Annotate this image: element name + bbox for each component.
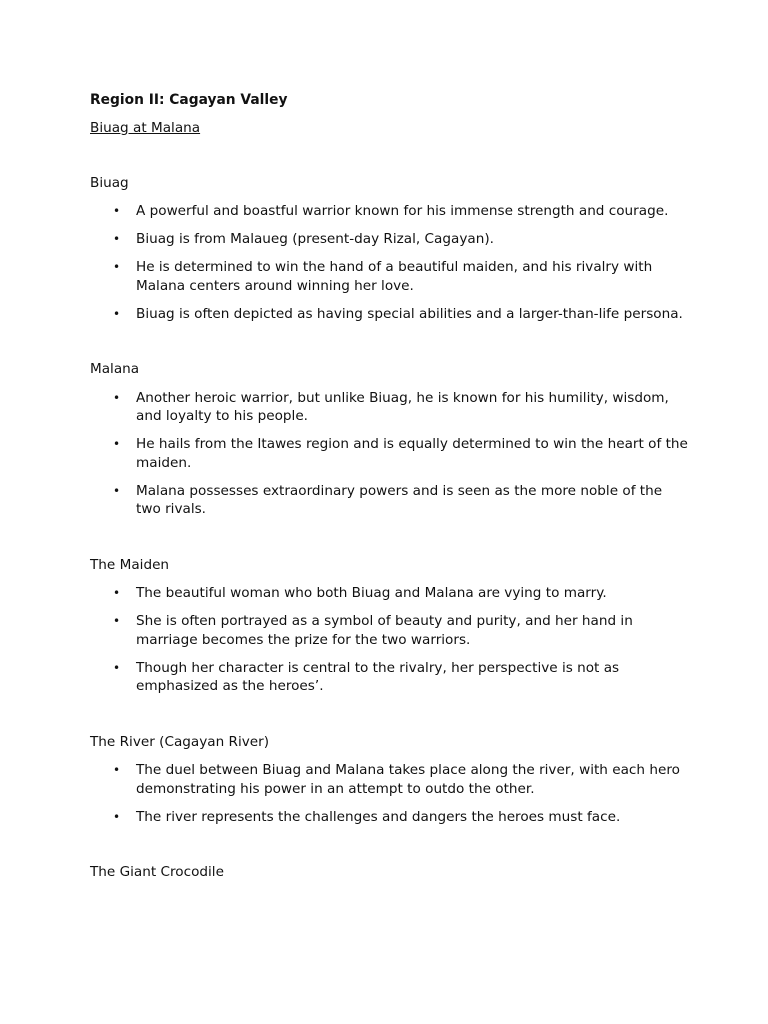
list-item (90, 389, 690, 426)
bullet-icon: • (113, 437, 121, 451)
list-item (90, 659, 690, 696)
section-heading: The River (Cagayan River) (90, 733, 270, 750)
list-item-text: Biuag is from Malaueg (present-day Rizal, Cagayan). (136, 231, 494, 247)
section-biuag (90, 174, 690, 324)
section-heading: Malana (90, 361, 140, 377)
list-item (90, 230, 690, 249)
section-heading: The Giant Crocodile (90, 864, 224, 880)
list-item (90, 584, 690, 603)
section-malana (90, 360, 690, 519)
document-title: Region II: Cagayan Valley (90, 92, 288, 108)
list-item-text: She is often portrayed as a symbol of beauty and purity, and her hand in marriage becomes the prize for the two warriors. (136, 613, 633, 648)
list-item (90, 612, 690, 649)
bullet-list (90, 584, 690, 696)
list-item (90, 482, 690, 519)
bullet-icon: • (113, 614, 121, 628)
bullet-icon: • (113, 232, 121, 246)
section-the-maiden (90, 556, 690, 696)
list-item-text: He hails from the Itawes region and is equally determined to win the heart of the maiden. (136, 436, 688, 471)
bullet-icon: • (113, 306, 121, 321)
bullet-icon: • (113, 809, 121, 824)
list-item-text: Biuag is often depicted as having special abilities and a larger-than-life persona. (136, 305, 683, 322)
bullet-list (90, 761, 690, 826)
list-item (90, 202, 690, 221)
bullet-icon: • (113, 260, 121, 274)
list-item (90, 435, 690, 472)
bullet-icon: • (113, 660, 121, 675)
bullet-icon: • (113, 483, 121, 498)
list-item-text: The duel between Biuag and Malana takes place along the river, with each hero demonstrating his power in an attempt to outdo the other. (136, 762, 680, 797)
bullet-icon: • (113, 763, 121, 777)
section-the-river (90, 733, 690, 827)
list-item (90, 808, 690, 827)
list-item-text: Another heroic warrior, but unlike Biuag, he is known for his humility, wisdom, and loyalty to his people. (136, 389, 669, 424)
list-item (90, 761, 690, 798)
bullet-icon: • (113, 390, 121, 405)
bullet-icon: • (113, 204, 121, 218)
document-page (90, 91, 690, 882)
bullet-list (90, 389, 690, 519)
list-item-text: He is determined to win the hand of a beautiful maiden, and his rivalry with Malana centers around winning her love. (136, 259, 653, 294)
section-heading: Biuag (90, 174, 129, 191)
section-the-giant-crocodile (90, 863, 690, 882)
list-item-text: Though her character is central to the rivalry, her perspective is not as emphasized as the heroes’. (136, 659, 620, 694)
list-item-text: The river represents the challenges and dangers the heroes must face. (136, 808, 621, 825)
bullet-list (90, 202, 690, 323)
document-subtitle: Biuag at Malana (90, 120, 201, 136)
list-item (90, 258, 690, 295)
bullet-icon: • (113, 586, 121, 600)
list-item-text: A powerful and boastful warrior known for his immense strength and courage. (136, 203, 669, 219)
section-heading: The Maiden (90, 556, 170, 573)
list-item-text: Malana possesses extraordinary powers and is seen as the more noble of the two rivals. (136, 482, 663, 517)
list-item (90, 305, 690, 324)
list-item-text: The beautiful woman who both Biuag and Malana are vying to marry. (136, 585, 607, 601)
